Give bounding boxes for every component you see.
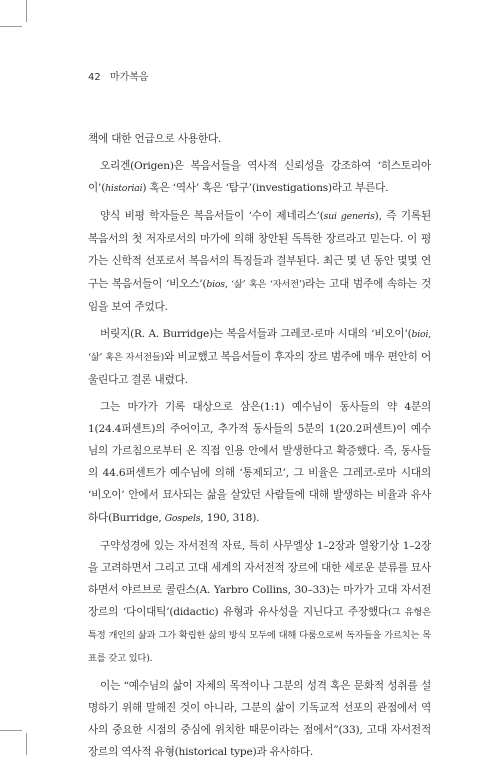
- text-run: 그는 마가가 기록 대상으로 삼은(1:1) 예수님이 동사들의 약 4분의 1(24.4퍼센트)의 주어이고, 추가적 동사들의 5분의 1(20.2퍼센트)이 예수님의 가르침으로부터 온 직접 인용 안에서 발생한다고 확증했다. 즉, 동사들의 44.6퍼센트가 예수님에 의해 ‘통제되고’, 그 비율은 그레코-로마 시대의 ‘비오이’ 안에서 묘사되는 삶을 살았던 사람들에 대해 발생하는 비율과 유사하다(Burridge,: [88, 401, 431, 524]
- text-run: ) 혹은 ‘역사’ 혹은 ‘탐구’(investigations)라고 부른다.: [142, 182, 389, 195]
- paragraph: [88, 128, 431, 150]
- text-run: 이는 “예수님의 삶이 자체의 목적이나 그분의 성격 혹은 문화적 성취를 설명하기 위해 말해진 것이 아니라, 그분의 삶이 기독교적 선포의 관점에서 역사의 중요한 시점의 중심에 위치한 때문이라는 점에서”(33), 고대 자서전적 장르의 역사적 유형(historical type)과 유사하다.: [88, 680, 431, 759]
- text-run: 오리겐(Origen)은 복음서들을 역사적 신뢰성을 강조하여 ‘히스토리아이’(: [88, 160, 431, 195]
- text-run: , ‘삶’ 혹은 ‘자서전’): [224, 278, 306, 290]
- text-run: 책에 대한 언급으로 사용한다.: [88, 133, 222, 145]
- text-run: bios: [206, 278, 225, 290]
- text-run: 와 비교했고 복음서들이 후자의 장르 범주에 매우 편안히 어울린다고 결론 내렸다.: [88, 350, 431, 386]
- text-run: , ‘삶’ 혹은 자서전들): [88, 328, 431, 363]
- running-title: 마가복음: [109, 72, 149, 83]
- crop-mark: [26, 0, 27, 22]
- text-run: 구약성경에 있는 자서전적 자료, 특히 사무엘상 1–2장과 열왕기상 1–2장을 고려하면서 그리고 고대 세계의 자서전적 장르에 대한 세로운 분류를 묘사하면서 야르브로 콜린스(A. Yarbro Collins, 30–33)는 마가가 고대 자서전 장르의 ‘다이대틱’(didactic) 유형과 유사성을 지닌다고 주장했다: [88, 539, 431, 618]
- page-number: 42: [88, 72, 101, 83]
- crop-mark: [26, 733, 27, 755]
- paragraph: [88, 535, 431, 671]
- text-run: , 190, 318).: [200, 511, 260, 524]
- text-run: Gospels: [164, 512, 201, 524]
- paragraph: [88, 205, 431, 317]
- paragraph: [88, 675, 431, 763]
- paragraph: [88, 396, 431, 530]
- text-run: bioi: [411, 328, 429, 340]
- running-header: [88, 68, 149, 83]
- body-text: [88, 128, 431, 769]
- paragraph: [88, 323, 431, 391]
- crop-mark: [0, 730, 22, 731]
- paragraph: [88, 155, 431, 200]
- text-run: sui generis: [323, 211, 375, 223]
- text-run: historiai: [105, 183, 143, 195]
- crop-mark: [0, 26, 22, 27]
- text-run: 버릿지(R. A. Burridge)는 복음서들과 그레코-로마 시대의 ‘비오이’(: [100, 327, 412, 340]
- text-run: ), 즉 기록된 복음서의 첫 저자로서의 마가에 의해 창안된 독특한 장르라고 믿는다. 이 평가는 신학적 선포로서 복음서의 특징들과 결부된다. 최근 몇 년 동안 몇몇 연구는 복음서들이 ‘비오스’(: [88, 210, 431, 290]
- text-run: (그 유형은 특정 개인의 삶과 그가 확립한 삶의 방식 모두에 대해 다룸으로써 독자들을 가르치는 목표를 갖고 있다).: [88, 606, 431, 665]
- text-run: 라는 고대 범주에 속하는 것임을 보여 주었다.: [88, 277, 431, 313]
- text-run: 양식 비평 학자들은 복음서들이 ‘수이 제네리스’(: [100, 210, 324, 223]
